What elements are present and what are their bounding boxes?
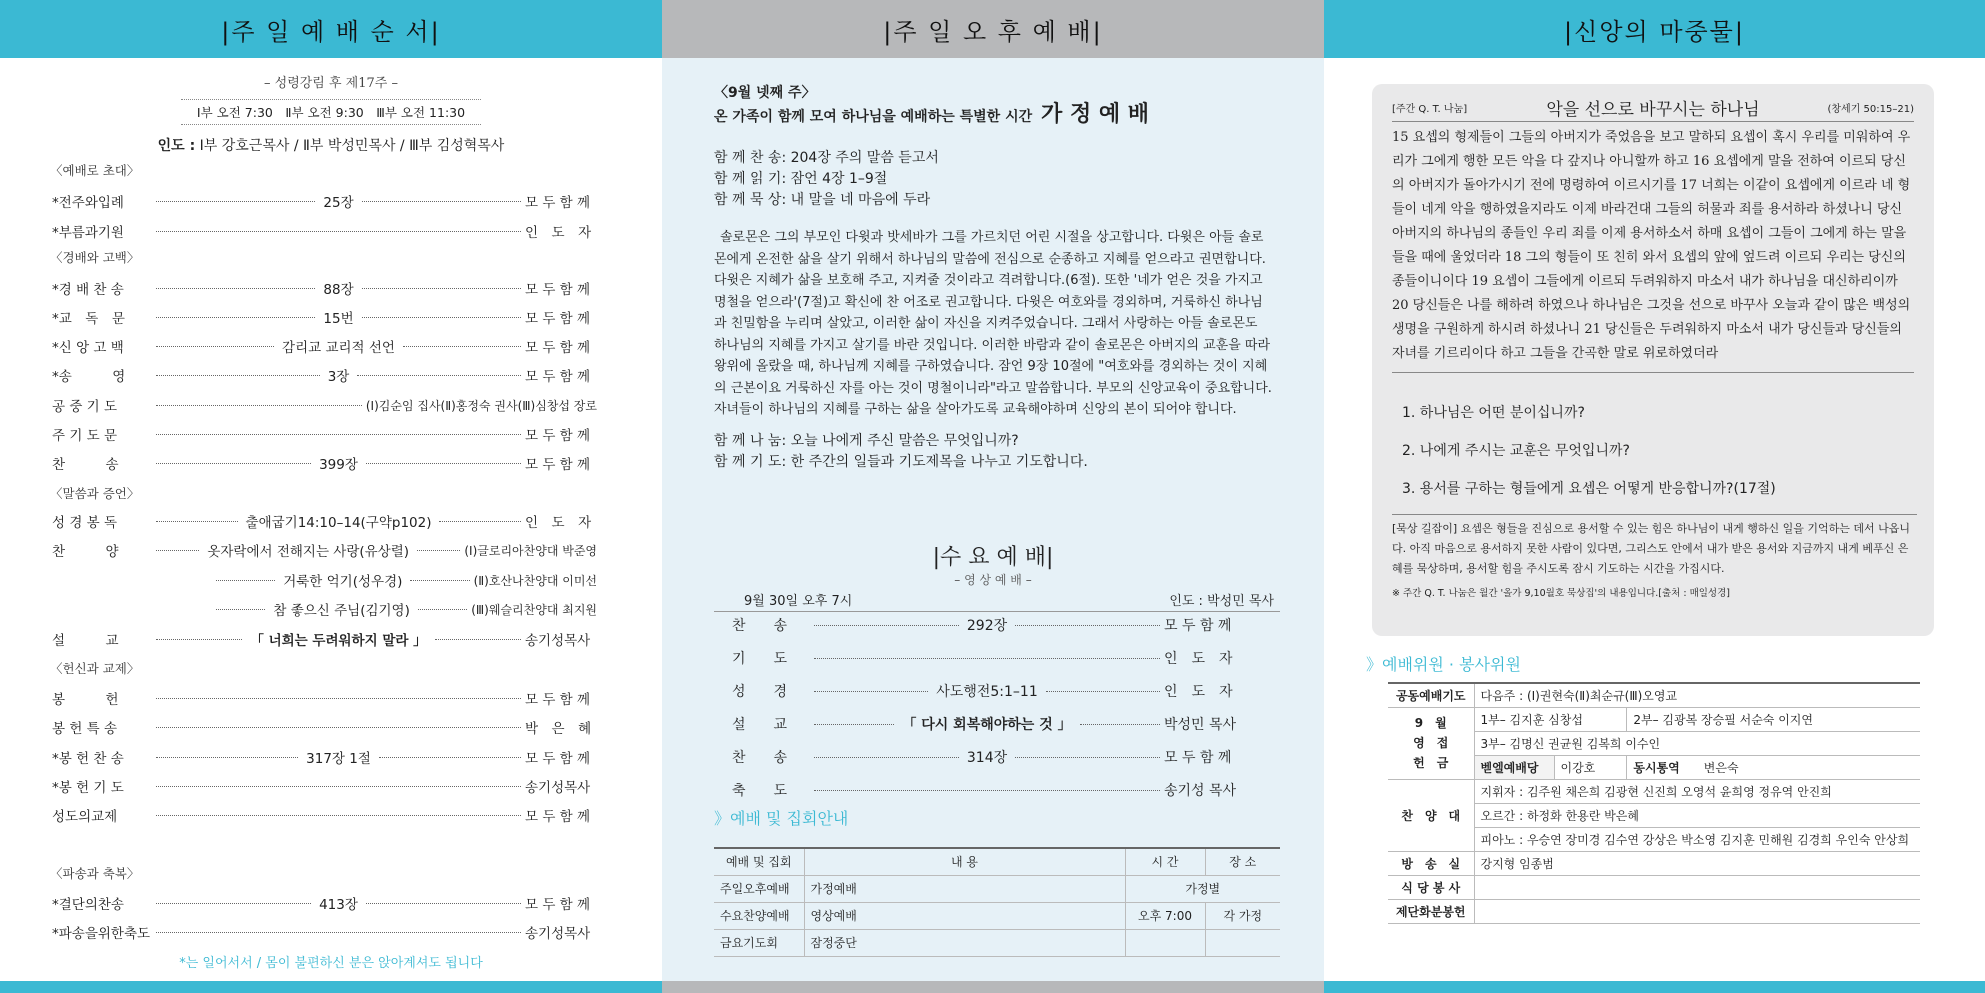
- order-leader: (Ⅱ)호산나찬양대 이미선: [473, 573, 598, 588]
- cell: 공동예배기도: [1388, 683, 1474, 707]
- leader-dots: [366, 903, 521, 904]
- order-leader: 모 두 함 께: [525, 751, 591, 767]
- footer-band-afternoon: [662, 981, 1324, 993]
- order-leader: 모 두 함 께: [525, 369, 591, 385]
- family-reading: 함 께 읽 기: 잠언 4장 1–9절: [714, 171, 888, 187]
- cell: [1205, 929, 1280, 956]
- order-leader: 인 도 자: [525, 225, 592, 241]
- leader-dots: [814, 790, 1160, 791]
- service-times: Ⅰ부 오전 7:30 Ⅱ부 오전 9:30 Ⅲ부 오전 11:30: [181, 99, 481, 125]
- order-leader: 송기성목사: [525, 633, 591, 649]
- order-label: *봉 헌 찬 송: [52, 751, 124, 767]
- wednesday-leader-name: 인 도 자: [1164, 651, 1233, 667]
- footer-band-sunday: [0, 981, 662, 993]
- cell: 벧엘예배당: [1474, 755, 1554, 779]
- wednesday-label: 축 도: [732, 783, 788, 799]
- order-leader: 모 두 함 께: [525, 428, 591, 444]
- table-row: [1388, 899, 1920, 923]
- leader-dots: [814, 724, 894, 725]
- order-content: 옷자락에서 전해지는 사랑(유상렬): [207, 544, 410, 560]
- family-week: 〈9월 넷째 주〉: [714, 85, 816, 101]
- header-band-faith: [1324, 0, 1985, 58]
- wednesday-content: 292장: [966, 618, 1008, 634]
- wednesday-item: [732, 714, 1242, 734]
- schedule-table: [714, 847, 1280, 957]
- qt-tag: [주간 Q. T. 나눔]: [1392, 104, 1468, 115]
- order-label: *봉 헌 기 도: [52, 780, 124, 796]
- qt-box: [1372, 84, 1934, 636]
- wednesday-item: [732, 615, 1242, 635]
- leader-dots: [379, 757, 521, 758]
- order-label: *경 배 찬 송: [52, 282, 124, 298]
- leader-dots: [216, 609, 265, 610]
- family-meditation: 함 께 묵 상: 내 말을 네 마음에 두라: [714, 192, 931, 208]
- order-item: [52, 922, 597, 942]
- leader-dots: [1046, 691, 1160, 692]
- servants-heading: 》예배위원 · 봉사위원: [1366, 655, 1521, 674]
- cell: 잠정중단: [804, 929, 1125, 956]
- order-item: [52, 307, 597, 327]
- order-leader: (Ⅲ)웨슬리찬양대 최지원: [471, 602, 597, 617]
- section-devotion: 〈헌신과 교제〉: [50, 661, 140, 676]
- wednesday-title: |수 요 예 배|: [932, 545, 1054, 570]
- order-item: [52, 336, 597, 356]
- order-item: [52, 278, 597, 298]
- order-content: 25장: [323, 195, 354, 211]
- order-label: *파송을위한축도: [52, 926, 151, 942]
- order-leader: 모 두 함 께: [525, 809, 591, 825]
- cell: 주일오후예배: [714, 875, 804, 902]
- order-label: *신 앙 고 백: [52, 340, 124, 356]
- cell: 식 당 봉 사: [1388, 875, 1474, 899]
- order-label: 설 교: [52, 633, 119, 649]
- leader-dots: [156, 521, 238, 522]
- leader-dots: [814, 658, 1160, 659]
- cell: 영상예배: [804, 902, 1125, 929]
- table-row: [1388, 683, 1920, 707]
- wednesday-label: 찬 송: [732, 750, 788, 766]
- leader-dots: [156, 903, 311, 904]
- cell: 동시통역 변은숙: [1627, 755, 1920, 779]
- wednesday-leader-name: 모 두 함 께: [1164, 618, 1232, 634]
- wednesday-content: 314장: [966, 750, 1008, 766]
- cell: 다음주 : (Ⅰ)권현숙(Ⅱ)최순규(Ⅲ)오영교: [1474, 683, 1920, 707]
- cell: 오르간 : 하정화 한용란 박은혜: [1474, 803, 1920, 827]
- leader-dots: [156, 405, 362, 406]
- qt-guide: [묵상 길잡이] 요셉은 형들을 진심으로 용서할 수 있는 힘은 하나님이 내게 행하신 일을 기억하는 데서 나옵니다. 아직 마음으로 용서하지 못한 사람이 있다면, 그리스도 안에서 내가 받은 용서와 지금까지 내게 베푸신 은혜를 묵상하며, 용서할 힘을 주시도록 잠시 기도하는 시간을 가집시다.: [1392, 514, 1917, 579]
- leader-dots: [156, 786, 521, 787]
- order-content: 88장: [323, 282, 354, 298]
- cell: 수요찬양예배: [714, 902, 804, 929]
- cell: 금요기도회: [714, 929, 804, 956]
- wednesday-date: 9월 30일 오후 7시: [744, 594, 853, 609]
- wednesday-leader-name: 모 두 함 께: [1164, 750, 1232, 766]
- order-item: [52, 688, 597, 708]
- header-faith-title: |신앙의 마중물|: [1564, 17, 1745, 46]
- order-leader: (Ⅰ)김순임 집사(Ⅱ)홍정숙 권사(Ⅲ)심창섭 장로: [365, 398, 597, 413]
- order-label: 찬 양: [52, 544, 119, 560]
- leader-dots: [814, 625, 959, 626]
- order-leader: 송기성목사: [525, 926, 591, 942]
- family-share: 함 께 나 눔: 오늘 나에게 주신 말씀은 무엇입니까?: [714, 432, 1019, 449]
- table-header-row: [714, 848, 1280, 875]
- order-leader: 모 두 함 께: [525, 692, 591, 708]
- order-item: [52, 747, 597, 767]
- leader-dots: [156, 346, 274, 347]
- order-leader: 모 두 함 께: [525, 897, 591, 913]
- cell: 1부– 김지훈 심창섭: [1474, 707, 1627, 731]
- order-label: *결단의찬송: [52, 897, 124, 913]
- leader-dots: [362, 317, 521, 318]
- liturgical-subtitle: – 성령강림 후 제17주 –: [264, 76, 398, 91]
- cell: [1474, 899, 1920, 923]
- order-content: 「 너희는 두려워하지 말라 」: [250, 633, 427, 649]
- leader-dots: [366, 463, 521, 464]
- table-row: [1388, 707, 1920, 731]
- cell: [1125, 929, 1205, 956]
- service-leaders: 인도 : Ⅰ부 강호근목사 / Ⅱ부 박성민목사 / Ⅲ부 김성혁목사: [157, 138, 505, 154]
- order-content: 15번: [323, 311, 354, 327]
- order-content: 413장: [319, 897, 358, 913]
- wednesday-subtitle: – 영 상 예 배 –: [954, 573, 1032, 587]
- leader-dots: [410, 580, 469, 581]
- order-leader: (Ⅰ)글로리아찬양대 박준영: [464, 543, 597, 558]
- order-leader: 모 두 함 께: [525, 340, 591, 356]
- order-label: *전주와입례: [52, 195, 124, 211]
- order-label: 성 경 봉 독: [52, 515, 118, 531]
- order-leader: 송기성목사: [525, 780, 591, 796]
- order-content: 감리교 교리적 선언: [282, 340, 395, 356]
- leader-dots: [1080, 724, 1160, 725]
- leader-dots: [156, 815, 521, 816]
- order-leader: 모 두 함 께: [525, 457, 591, 473]
- order-label: *부름과기원: [52, 225, 124, 241]
- wednesday-item: [732, 681, 1242, 701]
- leader-dots: [156, 231, 521, 232]
- footer-band-faith: [1324, 981, 1985, 993]
- order-content: 참 좋으신 주님(김기영): [273, 603, 410, 619]
- leader-dots: [417, 550, 460, 551]
- order-content: 출애굽기14:10–14(구약p102): [245, 515, 432, 531]
- header-sunday-title: |주 일 예 배 순 서|: [221, 17, 441, 46]
- leader-dots: [814, 757, 959, 758]
- leader-dots: [403, 346, 521, 347]
- standing-note: *는 일어서서 / 몸이 불편하신 분은 앉아계셔도 됩니다: [179, 956, 483, 971]
- order-label: 봉 헌: [52, 692, 119, 708]
- leader-dots: [362, 201, 521, 202]
- leader-dots: [156, 550, 199, 551]
- sunday-order-column: [0, 58, 662, 155]
- cell: 가정별: [1125, 875, 1280, 902]
- order-leader: 인 도 자: [525, 515, 592, 531]
- wednesday-leader-name: 박성민 목사: [1164, 717, 1237, 733]
- order-item: [52, 893, 597, 913]
- cell: 이강호: [1554, 755, 1627, 779]
- wednesday-item: [732, 780, 1242, 800]
- leader-dots: [156, 288, 315, 289]
- leader-dots: [156, 434, 521, 435]
- table-row: [1388, 779, 1920, 803]
- order-leader: 모 두 함 께: [525, 195, 591, 211]
- qt-header: [1392, 94, 1914, 122]
- order-content: 317장 1절: [306, 751, 371, 767]
- cell: 각 가정: [1205, 902, 1280, 929]
- header-band-sunday: [0, 0, 662, 58]
- wednesday-content: 「 다시 회복해야하는 것 」: [902, 717, 1072, 733]
- table-row: [1388, 875, 1920, 899]
- section-worship: 〈경배와 고백〉: [50, 250, 140, 265]
- order-item: [52, 540, 597, 560]
- wednesday-label: 기 도: [732, 651, 788, 667]
- order-item: [52, 424, 597, 444]
- order-leader: 박 은 혜: [525, 721, 592, 737]
- cell: 3부– 김명신 권균원 김복희 이수인: [1474, 731, 1920, 755]
- cell: 오후 7:00: [1125, 902, 1205, 929]
- qt-source: ※ 주간 Q. T. 나눔은 월간 '올가 9,10월호 묵상집'의 내용입니다.[출처 : 매일성경]: [1392, 588, 1730, 599]
- wednesday-content: 사도행전5:1–11: [936, 684, 1038, 700]
- qt-reference: (창세기 50:15–21): [1827, 104, 1914, 115]
- cell: 찬 양 대: [1388, 779, 1474, 851]
- leader-dots: [1015, 625, 1160, 626]
- leader-dots: [156, 757, 298, 758]
- order-label: 주 기 도 문: [52, 428, 118, 444]
- order-label: 봉 헌 특 송: [52, 721, 118, 737]
- order-content: 3장: [327, 369, 350, 385]
- header-afternoon-title: |주 일 오 후 예 배|: [883, 17, 1103, 46]
- table-row: [714, 929, 1280, 956]
- leader-dots: [156, 375, 320, 376]
- wednesday-item: [732, 747, 1242, 767]
- qt-question-3: 3. 용서를 구하는 형들에게 요셉은 어떻게 반응합니까?(17절): [1402, 481, 1776, 497]
- cell: 제단화분봉헌: [1388, 899, 1474, 923]
- family-title: 가 정 예 배: [1041, 102, 1150, 127]
- cell: 강지형 임종범: [1474, 851, 1920, 875]
- order-item: [52, 717, 597, 737]
- leader-dots: [156, 201, 315, 202]
- leader-dots: [156, 317, 315, 318]
- section-word: 〈말씀과 증언〉: [50, 486, 140, 501]
- col-header: 시 간: [1125, 848, 1205, 875]
- leader-dots: [439, 521, 521, 522]
- cell: 지휘자 : 김주원 채은희 김광현 신진희 오영석 윤희영 정유역 안진희: [1474, 779, 1920, 803]
- table-row: [714, 875, 1280, 902]
- order-item: [52, 570, 597, 590]
- order-item: [52, 191, 597, 211]
- servants-table: [1388, 682, 1920, 924]
- order-item: [52, 629, 597, 649]
- wednesday-label: 찬 송: [732, 618, 788, 634]
- cell: 방 송 실: [1388, 851, 1474, 875]
- leader-dots: [156, 698, 521, 699]
- order-item: [52, 805, 597, 825]
- wednesday-label: 성 경: [732, 684, 788, 700]
- order-label: 성도의교제: [52, 809, 118, 825]
- order-leader: 모 두 함 께: [525, 282, 591, 298]
- order-item: [52, 221, 597, 241]
- qt-question-1: 1. 하나님은 어떤 분이십니까?: [1402, 405, 1585, 421]
- leader-dots: [216, 580, 275, 581]
- leader-dots: [156, 639, 242, 640]
- order-item: [52, 776, 597, 796]
- order-content: 거룩한 억기(성우경): [283, 574, 403, 590]
- leader-dots: [418, 609, 467, 610]
- wednesday-item: [732, 648, 1242, 668]
- leader-dots: [156, 727, 521, 728]
- leader-dots: [362, 288, 521, 289]
- leader-dots: [156, 932, 521, 933]
- header-band-afternoon: [662, 0, 1324, 58]
- leader-dots: [1015, 757, 1160, 758]
- order-leader: 모 두 함 께: [525, 311, 591, 327]
- order-content: 399장: [319, 457, 358, 473]
- order-label: *송 영: [52, 369, 126, 385]
- cell: 2부– 김광복 장승필 서순숙 이지연: [1627, 707, 1920, 731]
- order-label: *교 독 문: [52, 311, 125, 327]
- cell: [1474, 875, 1920, 899]
- schedule-heading: 》예배 및 집회안내: [714, 809, 849, 828]
- family-intro: 온 가족이 함께 모여 하나님을 예배하는 특별한 시간: [714, 109, 1033, 125]
- family-worship: [714, 82, 1274, 473]
- qt-title: 악을 선으로 바꾸시는 하나님: [1546, 100, 1760, 120]
- order-item: [52, 511, 597, 531]
- section-invitation: 〈예배로 초대〉: [50, 163, 140, 178]
- leader-dots: [814, 691, 928, 692]
- wednesday-label: 설 교: [732, 717, 788, 733]
- cell: 9 월 영 접 헌 금: [1388, 707, 1474, 779]
- table-row: [714, 902, 1280, 929]
- table-row: [1388, 851, 1920, 875]
- order-item: [52, 365, 597, 385]
- col-header: 예배 및 집회: [714, 848, 804, 875]
- leader-dots: [156, 463, 311, 464]
- cell: 가정예배: [804, 875, 1125, 902]
- order-item: [52, 599, 597, 619]
- order-label: 공 중 기 도: [52, 399, 118, 415]
- leader-dots: [435, 639, 521, 640]
- col-header: 내 용: [804, 848, 1125, 875]
- family-prayer: 함 께 기 도: 한 주간의 일들과 기도제목을 나누고 기도합니다.: [714, 453, 1088, 470]
- qt-scripture: 15 요셉의 형제들이 그들의 아버지가 죽었음을 보고 말하되 요셉이 혹시 우리를 미워하여 우리가 그에게 행한 모든 악을 다 갚지나 아니할까 하고 16 요셉에게 말을 전하여 이르되 당신의 아버지가 돌아가시기 전에 명령하여 이르시기를 17 너희는 이같이 요셉에게 이르라 네 형들이 네게 악을 행하였을지라도 이제 바라건대 그들의 허물과 죄를 용서하라 하셨나니 당신 아버지의 하나님의 종들인 우리 죄를 이제 용서하소서 하매 요셉이 그들이 그에게 하는 말을 들을 때에 울었더라 18 그의 형들이 또 친히 와서 요셉의 앞에 엎드려 이르되 우리는 당신의 종들이니이다 19 요셉이 그들에게 이르되 두려워하지 마소서 내가 하나님을 대신하리이까 20 당신들은 나를 해하려 하였으나 하나님은 그것을 선으로 바꾸사 오늘과 같이 많은 백성의 생명을 구원하게 하시려 하셨나니 21 당신들은 두려워하지 마소서 내가 당신들과 당신들의 자녀를 기르리이다 하고 그들을 간곡한 말로 위로하였더라: [1392, 126, 1914, 373]
- leader-dots: [357, 375, 521, 376]
- qt-question-2: 2. 나에게 주시는 교훈은 무엇입니까?: [1402, 443, 1630, 459]
- cell: 피아노 : 우승연 장미경 김수연 강상은 박소영 김지훈 민해원 김경희 우인숙 안상희: [1474, 827, 1920, 851]
- family-body: 솔로몬은 그의 부모인 다윗과 밧세바가 그를 가르치던 어린 시절을 상고합니다. 다윗은 아들 솔로몬에게 온전한 삶을 살기 위해서 하나님의 말씀에 전심으로 순종하고 지혜를 얻으라고 권면합니다. 다윗은 지혜가 삶을 보호해 주고, 지켜줄 것이라고 격려합니다.(6절). 또한 '네가 얻은 것을 가지고 명철을 얻으라'(7절)고 확신에 찬 어조로 권고합니다. 다윗은 여호와를 경외하며, 거룩하신 하나님과 친밀함을 누리며 살았고, 이러한 삶이 자신을 지켜주었습니다. 그래서 사랑하는 아들 솔로몬도 하나님의 지혜를 가지고 살기를 바란 것입니다. 이러한 바람과 같이 솔로몬은 아버지의 교훈을 따라 왕위에 올랐을 때, 하나님께 지혜를 구하였습니다. 잠언 9장 10절에 "여호와를 경외하는 것이 지혜의 근본이요 거룩하신 자를 아는 것이 명철이니라"라고 말씀합니다. 부모의 신앙교육이 중요합니다. 자녀들이 하나님의 지혜를 구하는 삶을 살아가도록 교육해야하며 신앙의 본이 되어야 합니다.: [714, 230, 1272, 417]
- order-label: 찬 송: [52, 457, 119, 473]
- wednesday-leader-name: 인 도 자: [1164, 684, 1233, 700]
- col-header: 장 소: [1205, 848, 1280, 875]
- order-item: [52, 395, 597, 415]
- section-sending: 〈파송과 축복〉: [50, 866, 140, 881]
- family-hymn: 함 께 찬 송: 204장 주의 말씀 듣고서: [714, 150, 939, 166]
- order-item: [52, 453, 597, 473]
- wednesday-leader: 인도 : 박성민 목사: [1169, 594, 1274, 609]
- wednesday-leader-name: 송기성 목사: [1164, 783, 1237, 799]
- wednesday-meta: [714, 590, 1280, 612]
